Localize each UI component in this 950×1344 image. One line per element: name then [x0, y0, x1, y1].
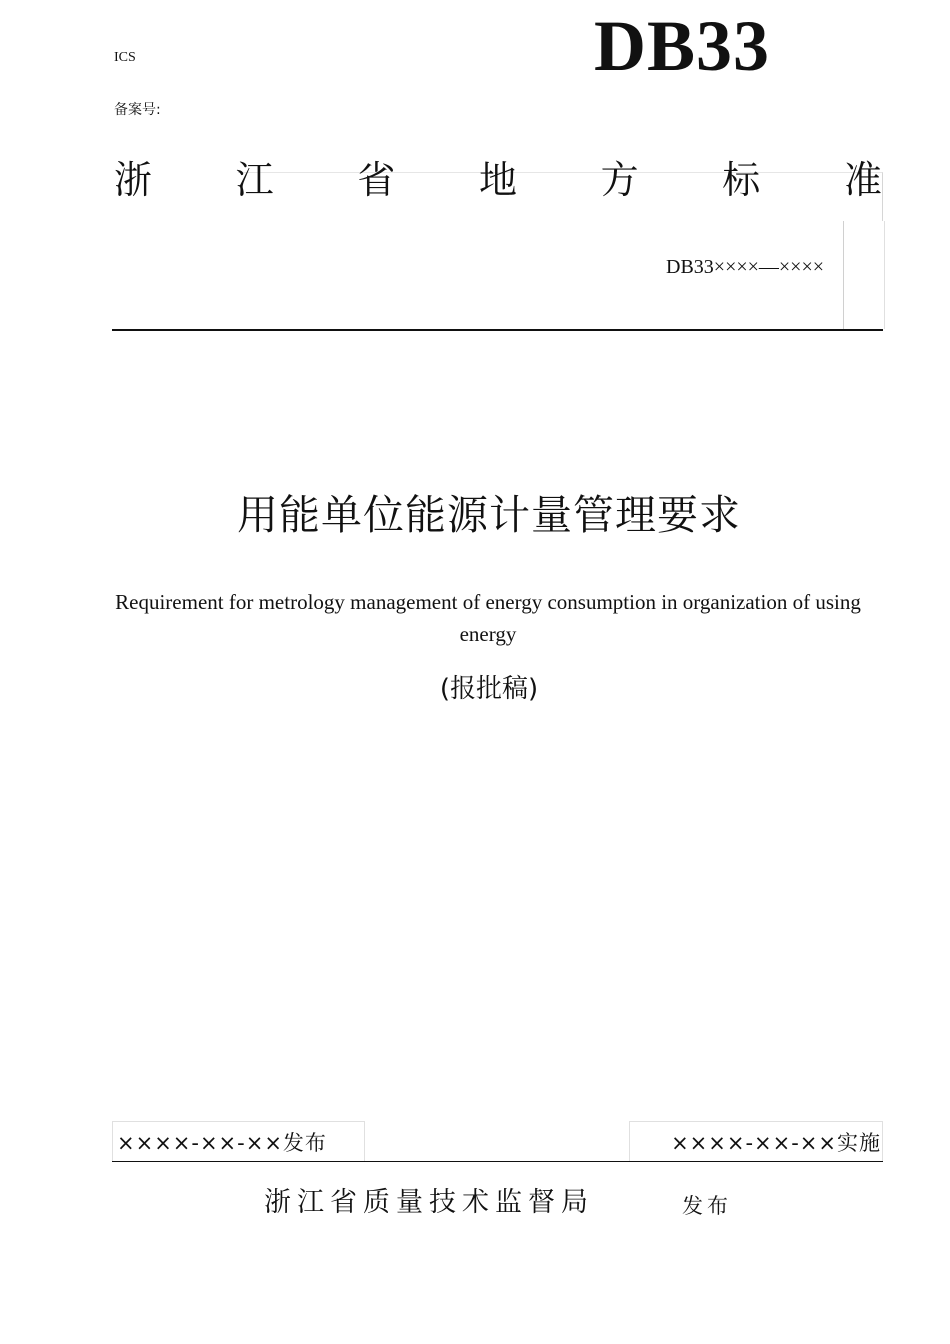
filing-number-label: 备案号: — [114, 102, 161, 118]
province-title-char: 省 — [357, 158, 396, 202]
province-title-char: 浙 — [114, 158, 153, 202]
footer-divider — [112, 1161, 883, 1162]
province-title-char: 准 — [843, 158, 882, 202]
province-standard-title — [114, 156, 882, 204]
province-title-char: 方 — [600, 158, 639, 202]
document-title-zh: 用能单位能源计量管理要求 — [237, 491, 741, 539]
province-title-char: 地 — [478, 158, 517, 202]
standard-code: DB33 — [594, 6, 771, 86]
number-frame-line — [843, 221, 885, 329]
document-title-en: Requirement for metrology management of energy consumption in organization of using energy — [115, 590, 861, 646]
issuing-authority: 浙江省质量技术监督局 — [264, 1187, 594, 1218]
header-divider — [112, 329, 883, 331]
draft-status: (报批稿) — [439, 674, 539, 704]
publish-date: ××××-××-××发布 — [112, 1121, 365, 1161]
implement-date: ××××-××-××实施 — [629, 1121, 883, 1161]
standard-number: DB33××××—×××× — [666, 256, 825, 278]
province-title-char: 江 — [235, 158, 274, 202]
ics-label: ICS — [114, 50, 136, 65]
issued-label: 发布 — [682, 1194, 732, 1218]
province-title-char: 标 — [722, 158, 761, 202]
